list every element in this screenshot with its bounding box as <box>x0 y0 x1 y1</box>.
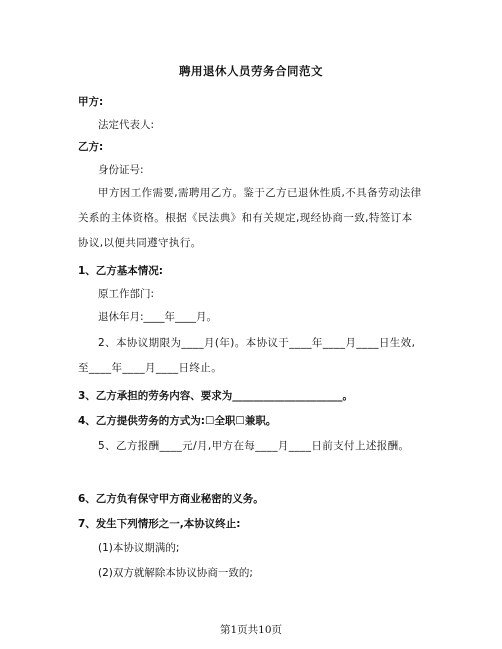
clause-7-item-1: (1)本协议期满的; <box>98 542 180 554</box>
clause-3-duties: 3、乙方承担的劳务内容、要求为_____________________。 <box>78 390 354 402</box>
legal-representative-field: 法定代表人: <box>98 119 155 131</box>
clause-7-heading: 7、发生下列情形之一,本协议终止: <box>78 518 241 530</box>
clause-5-remuneration: 5、乙方报酬____元/月,甲方在每____月____日前支付上述报酬。 <box>98 440 410 452</box>
preamble-paragraph: 甲方因工作需要,需聘用乙方。鉴于乙方已退休性质,不具备劳动法律关系的主体资格。根据《民法典》和有关规定,现经协商一致,特签订本协议,以便共同遵守执行。 <box>78 187 422 249</box>
section-1-heading: 1、乙方基本情况: <box>78 265 164 277</box>
party-a-label: 甲方: <box>78 96 104 108</box>
original-department-field: 原工作部门: <box>98 288 155 300</box>
party-b-label: 乙方: <box>78 141 104 153</box>
clause-7-item-2: (2)双方就解除本协议协商一致的; <box>98 567 253 579</box>
clause-4-work-mode: 4、乙方提供劳务的方式为:☐全职☐兼职。 <box>78 415 277 427</box>
clause-6-confidentiality: 6、乙方负有保守甲方商业秘密的义务。 <box>78 493 264 505</box>
clause-2-term: 2、本协议期限为____月(年)。本协议于____年____月____日生效,至____年____月____日终止。 <box>78 337 416 374</box>
retirement-date-field: 退休年月:____年____月。 <box>98 311 218 323</box>
document-title: 聘用退休人员劳务合同范文 <box>179 64 323 78</box>
id-number-field: 身份证号: <box>98 164 144 176</box>
page-number-footer: 第1页共10页 <box>219 624 283 636</box>
